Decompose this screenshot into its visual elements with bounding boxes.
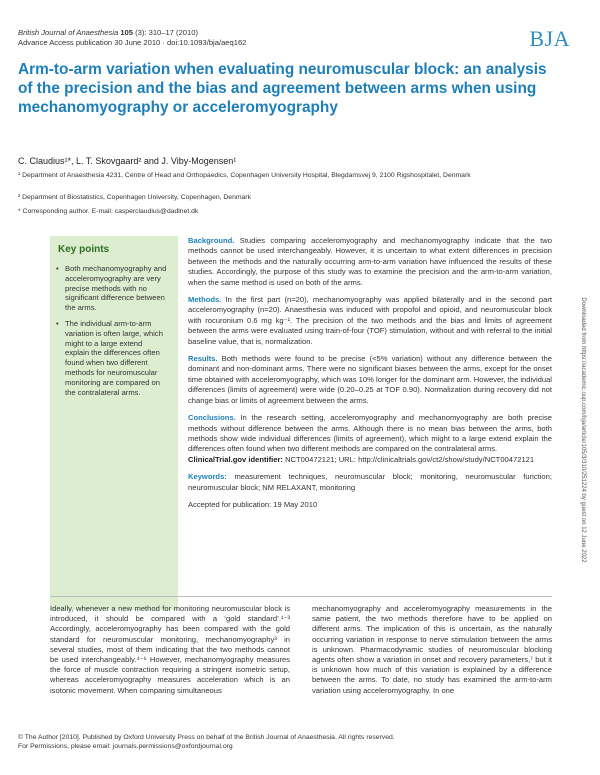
corresponding-author: * Corresponding author. E-mail: casperclaudius@dadlnet.dk xyxy=(18,208,199,215)
keywords-text: measurement techniques, neuromuscular block; monitoring, neuromuscular function; neuromuscular block; NM RELAXANT, monitoring xyxy=(188,472,552,492)
journal-header xyxy=(18,28,246,48)
conclusions-label: Conclusions. xyxy=(188,413,236,423)
journal-volume: 105 xyxy=(120,28,133,37)
background-text: Studies comparing acceleromyography and mechanomyography indicate that the two methods cannot be used interchangeably. However, it is uncertain to what extent differences in precision between the methods and the naturally occurring arm-to-arm variation have influenced the results of these studies. Accordingly, the purpose of this study was to examine the precision and the arm-to-arm variation, when the same method is used on both of the arms. xyxy=(188,236,552,287)
methods-label: Methods. xyxy=(188,295,222,305)
background-label: Background. xyxy=(188,236,235,245)
results-label: Results. xyxy=(188,354,218,364)
results-text: Both methods were found to be precise (<5% variation) without any difference between the dominant and non-dominant arms. There were no significant biases between the arms, except for the onset time obtained with acceleromyography, which was 10% longer for the dominant arm. However, the individual differences (limits of agreement) were wide (0.20–0.25 at TOF 0.90). Normalization during recovery did not change bias or limits of agreement between the arms. xyxy=(188,354,552,405)
trial-label: ClinicalTrial.gov identifier: xyxy=(188,454,283,464)
abstract-results xyxy=(188,354,552,406)
body-column-1: Ideally, whenever a new method for monitoring neuromuscular block is introduced, it should be compared with a ‘gold standard’.¹⁻³ Accordingly, acceleromyography has been compared with the gold standard for neuromuscular monitoring, mechanomyography³ in several studies, most of them indicating that the two methods cannot be used interchangeably.⁴⁻⁶ However, mechanomyography measures the force of muscle contraction requiring a stringent isometric setup, whereas acceleromyography measures acceleration which is an isotonic movement. When comparing simultaneous xyxy=(50,604,290,695)
advance-access: Advance Access publication 30 June 2010 · doi:10.1093/bja/aeq162 xyxy=(18,38,247,47)
abstract-methods xyxy=(188,295,552,347)
permissions: For Permissions, please email: journals.permissions@oxfordjournal.org xyxy=(18,743,233,750)
footer xyxy=(18,733,395,751)
accepted-date: Accepted for publication: 19 May 2010 xyxy=(188,499,318,509)
key-points-list xyxy=(56,264,168,403)
methods-text: In the first part (n=20), mechanomyography was applied bilaterally and in the second part acceleromyography (n=20). Anaesthesia was induced with propofol and opioid, and neuromuscular block with rocuronium 0.6 mg kg⁻¹. The precision of the two methods and the bias and limits of agreement between the arms were evaluated using train-of-four (TOF) stimulation, without and with referral to the initial baseline value, that is, normalization. xyxy=(188,295,552,346)
article-title: Arm-to-arm variation when evaluating neuromuscular block: an analysis of the precision and the bias and agreement between arms when using mechanomyography or acceleromyography xyxy=(18,61,547,116)
journal-citation xyxy=(18,28,246,38)
authors: C. Claudius¹*, L. T. Skovgaard² and J. Viby-Mogensen¹ xyxy=(18,156,237,166)
copyright: © The Author [2010]. Published by Oxford University Press on behalf of the British Journal of Anaesthesia. All rights reserved. xyxy=(18,734,395,741)
journal-issue: (3): 310–17 (2010) xyxy=(135,28,199,37)
abstract xyxy=(188,236,552,517)
conclusions-text: In the research setting, acceleromyography and mechanomyography are both precise methods without difference between the arms. Although there is no mean bias between the arms, both methods show wide individual differences (limits of agreement), which might to a large extend explain the differences often found when two different methods are compared on the contralateral arms. xyxy=(188,413,552,454)
abstract-keywords xyxy=(188,472,552,493)
download-note-text: Downloaded from https://academic.oup.com/bja/article/105/3/310/251224 by guest on 12 June 2022 xyxy=(580,297,586,563)
affiliation-1: ¹ Department of Anaesthesia 4231, Centre of Head and Orthopaedics, Copenhagen University Hospital, Blegdamsvej 9, 2100 Rigshospitalet, Denmark xyxy=(18,172,471,179)
key-point: • The individual arm-to-arm variation is often large, which might to a large extend explain the differences often found when two different methods for neuromuscular monitoring are compared on the contralateral arms. xyxy=(56,319,168,397)
journal-name: British Journal of Anaesthesia xyxy=(18,28,119,37)
bja-logo: BJA xyxy=(529,26,570,51)
key-points-box xyxy=(50,236,178,610)
keywords-label: Keywords: xyxy=(188,472,227,482)
key-point: • Both mechanomyography and acceleromyography are very precise methods with no significant difference between the arms. xyxy=(56,264,168,313)
trial-text: NCT00472121; URL: http://clinicaltrials.gov/ct2/show/study/NCT00472121 xyxy=(285,454,535,464)
affiliation-2: ² Department of Biostatistics, Copenhagen University, Copenhagen, Denmark xyxy=(18,194,251,201)
abstract-conclusions xyxy=(188,413,552,465)
abstract-background xyxy=(188,236,552,288)
body-column-2: mechanomyography and acceleromyography measurements in the same patient, the two methods therefore have to be applied on different arms. The implication of this is uncertain, as the naturally occurring variation in response to nerve stimulation between the arms is unknown. Pharmacodynamic studies of neuromuscular blocking agents often show a variation in onset and recovery parameters,⁷ but it is unknown how much of this variation is explained by a difference between the arms. To date, no study has examined the arm-to-arm variation using acceleromyography. In one xyxy=(312,604,552,695)
key-points-heading: Key points xyxy=(58,244,110,255)
section-divider xyxy=(50,596,552,597)
download-note xyxy=(576,240,590,620)
